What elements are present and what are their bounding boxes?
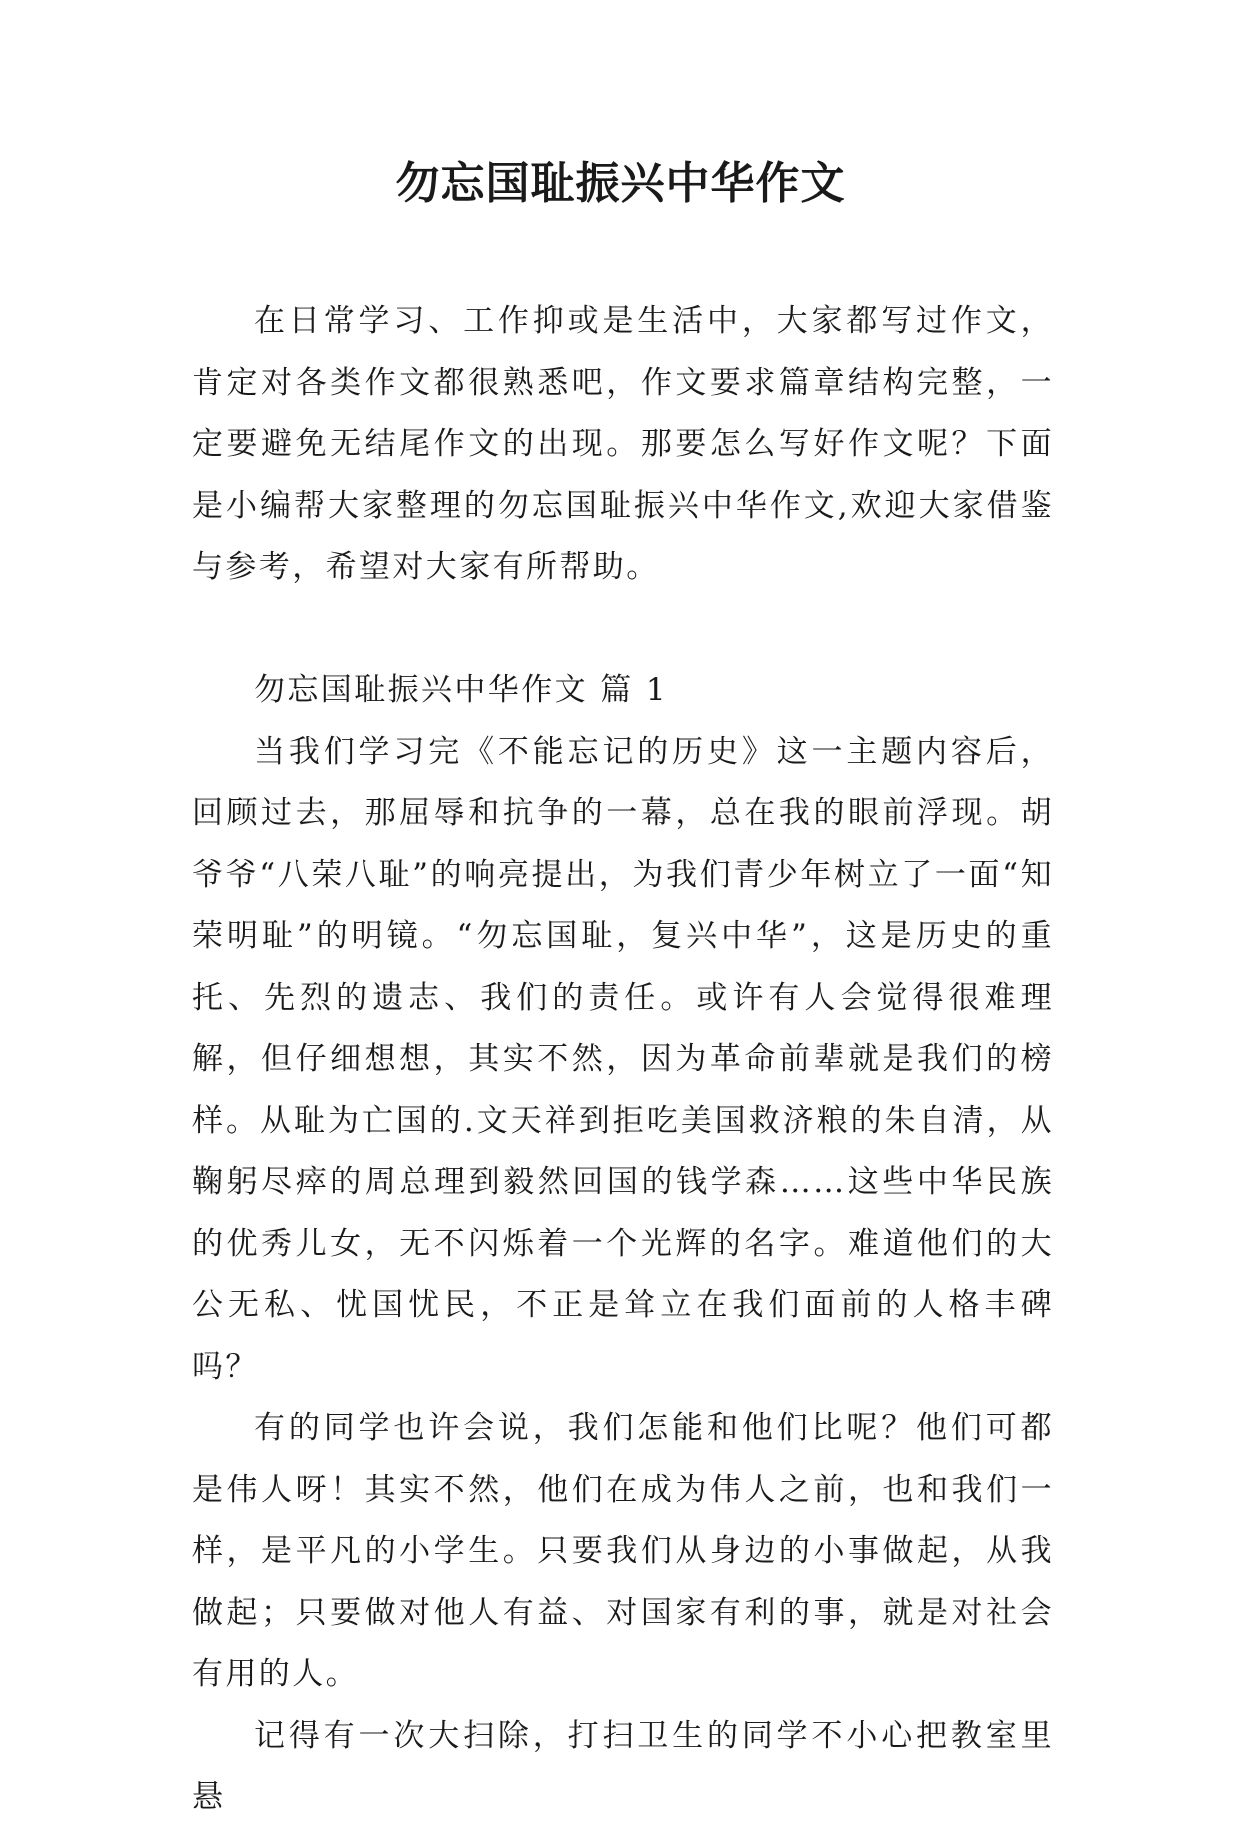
document-body <box>192 291 1054 1829</box>
intro-paragraph: 在日常学习、工作抑或是生活中，大家都写过作文，肯定对各类作文都很熟悉吧，作文要求篇章结构完整，一定要避免无结尾作文的出现。那要怎么写好作文呢？下面是小编帮大家整理的勿忘国耻振兴中华作文,欢迎大家借鉴与参考，希望对大家有所帮助。 <box>192 303 1054 585</box>
section-heading: 勿忘国耻振兴中华作文 篇 1 <box>254 672 669 708</box>
body-paragraph-3: 记得有一次大扫除，打扫卫生的同学不小心把教室里悬 <box>192 1717 1054 1815</box>
body-paragraph-1: 当我们学习完《不能忘记的历史》这一主题内容后，回顾过去，那屈辱和抗争的一幕，总在我的眼前浮现。胡爷爷“八荣八耻”的响亮提出，为我们青少年树立了一面“知荣明耻”的明镜。“勿忘国耻，复兴中华”，这是历史的重托、先烈的遗志、我们的责任。或许有人会觉得很难理解，但仔细想想，其实不然，因为革命前辈就是我们的榜样。从耻为亡国的.文天祥到拒吃美国救济粮的朱自清，从鞠躬尽瘁的周总理到毅然回国的钱学森……这些中华民族的优秀儿女，无不闪烁着一个光辉的名字。难道他们的大公无私、忧国忧民，不正是耸立在我们面前的人格丰碑吗？ <box>192 733 1054 1385</box>
document-title: 勿忘国耻振兴中华作文 <box>395 158 846 209</box>
body-paragraph-2: 有的同学也许会说，我们怎能和他们比呢？他们可都是伟人呀！其实不然，他们在成为伟人之前，也和我们一样，是平凡的小学生。只要我们从身边的小事做起，从我做起；只要做对他人有益、对国家有利的事，就是对社会有用的人。 <box>192 1410 1054 1692</box>
